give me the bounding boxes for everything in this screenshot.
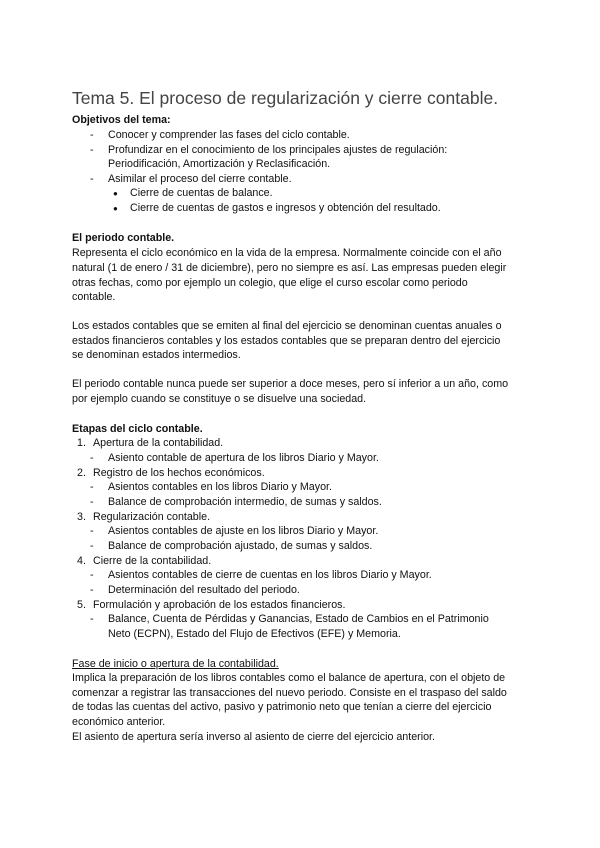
etapas-heading: Etapas del ciclo contable. bbox=[72, 423, 203, 435]
step-detail: Determinación del resultado del periodo. bbox=[108, 584, 300, 596]
paragraph-line: Los estados contables que se emiten al final del ejercicio se denominan cuentas anuales o bbox=[72, 320, 502, 332]
objetivo-item: Conocer y comprender las fases del ciclo contable. bbox=[108, 129, 350, 141]
step-detail: Asiento contable de apertura de los libros Diario y Mayor. bbox=[108, 452, 379, 464]
dash-bullet: - bbox=[90, 173, 94, 185]
step-label: Formulación y aprobación de los estados financieros. bbox=[93, 599, 346, 611]
objetivo-item: Asimilar el proceso del cierre contable. bbox=[108, 173, 292, 185]
round-bullet: ● bbox=[113, 204, 118, 213]
objetivo-item: Profundizar en el conocimiento de los principales ajustes de regulación: bbox=[108, 144, 448, 156]
paragraph-line: de todas las cuentas del activo, pasivo y patrimonio neto que tenían a cierre del ejercicio bbox=[72, 701, 492, 713]
paragraph-line: otras fechas, como por ejemplo un colegio, que elige el curso escolar como periodo bbox=[72, 277, 468, 289]
dash-bullet: - bbox=[90, 525, 94, 537]
paragraph-line: Implica la preparación de los libros contables como el balance de apertura, con el objeto de bbox=[72, 672, 506, 684]
paragraph-line: El periodo contable nunca puede ser superior a doce meses, pero sí inferior a un año, como bbox=[72, 378, 509, 390]
step-detail: Asientos contables en los libros Diario y Mayor. bbox=[108, 481, 332, 493]
paragraph-line: natural (1 de enero / 31 de diciembre), pero no siempre es así. Las empresas pueden elegir bbox=[72, 262, 507, 274]
objetivo-subitem: Cierre de cuentas de gastos e ingresos y obtención del resultado. bbox=[130, 202, 441, 214]
dash-bullet: - bbox=[90, 481, 94, 493]
step-detail: Balance de comprobación ajustado, de sumas y saldos. bbox=[108, 540, 373, 552]
step-label: Regularización contable. bbox=[93, 511, 211, 523]
fase-heading: Fase de inicio o apertura de la contabilidad. bbox=[72, 658, 279, 670]
paragraph-line: El asiento de apertura sería inverso al asiento de cierre del ejercicio anterior. bbox=[72, 731, 435, 743]
dash-bullet: - bbox=[90, 584, 94, 596]
paragraph-line: se denominan estados intermedios. bbox=[72, 349, 241, 361]
step-number: 1. bbox=[77, 437, 86, 449]
paragraph-line: Representa el ciclo económico en la vida de la empresa. Normalmente coincide con el año bbox=[72, 247, 502, 259]
objetivo-item-continued: Periodificación, Amortización y Reclasificación. bbox=[108, 158, 331, 170]
step-detail-continued: Neto (ECPN), Estado del Flujo de Efectivos (EFE) y Memoria. bbox=[108, 628, 401, 640]
paragraph-line: comenzar a registrar las transacciones del nuevo periodo. Consiste en el traspaso del saldo bbox=[72, 687, 507, 699]
step-number: 5. bbox=[77, 599, 86, 611]
dash-bullet: - bbox=[90, 144, 94, 156]
step-detail: Asientos contables de ajuste en los libros Diario y Mayor. bbox=[108, 525, 379, 537]
dash-bullet: - bbox=[90, 452, 94, 464]
step-label: Apertura de la contabilidad. bbox=[93, 437, 224, 449]
step-label: Cierre de la contabilidad. bbox=[93, 555, 212, 567]
step-label: Registro de los hechos económicos. bbox=[93, 467, 265, 479]
objetivos-heading: Objetivos del tema: bbox=[72, 114, 171, 126]
paragraph-line: económico anterior. bbox=[72, 716, 166, 728]
paragraph-line: contable. bbox=[72, 291, 116, 303]
paragraph-line: estados financieros contables y los estados contables que se preparan dentro del ejercicio bbox=[72, 335, 501, 347]
document-title: Tema 5. El proceso de regularización y cierre contable. bbox=[72, 88, 499, 108]
dash-bullet: - bbox=[90, 129, 94, 141]
step-number: 4. bbox=[77, 555, 86, 567]
dash-bullet: - bbox=[90, 540, 94, 552]
step-detail: Balance, Cuenta de Pérdidas y Ganancias, Estado de Cambios en el Patrimonio bbox=[108, 613, 489, 625]
round-bullet: ● bbox=[113, 189, 118, 198]
step-detail: Balance de comprobación intermedio, de sumas y saldos. bbox=[108, 496, 382, 508]
periodo-heading: El periodo contable. bbox=[72, 232, 175, 244]
dash-bullet: - bbox=[90, 569, 94, 581]
paragraph-line: por ejemplo cuando se constituye o se disuelve una sociedad. bbox=[72, 393, 367, 405]
dash-bullet: - bbox=[90, 496, 94, 508]
objetivo-subitem: Cierre de cuentas de balance. bbox=[130, 187, 273, 199]
dash-bullet: - bbox=[90, 613, 94, 625]
step-detail: Asientos contables de cierre de cuentas en los libros Diario y Mayor. bbox=[108, 569, 432, 581]
step-number: 2. bbox=[77, 467, 86, 479]
step-number: 3. bbox=[77, 511, 86, 523]
